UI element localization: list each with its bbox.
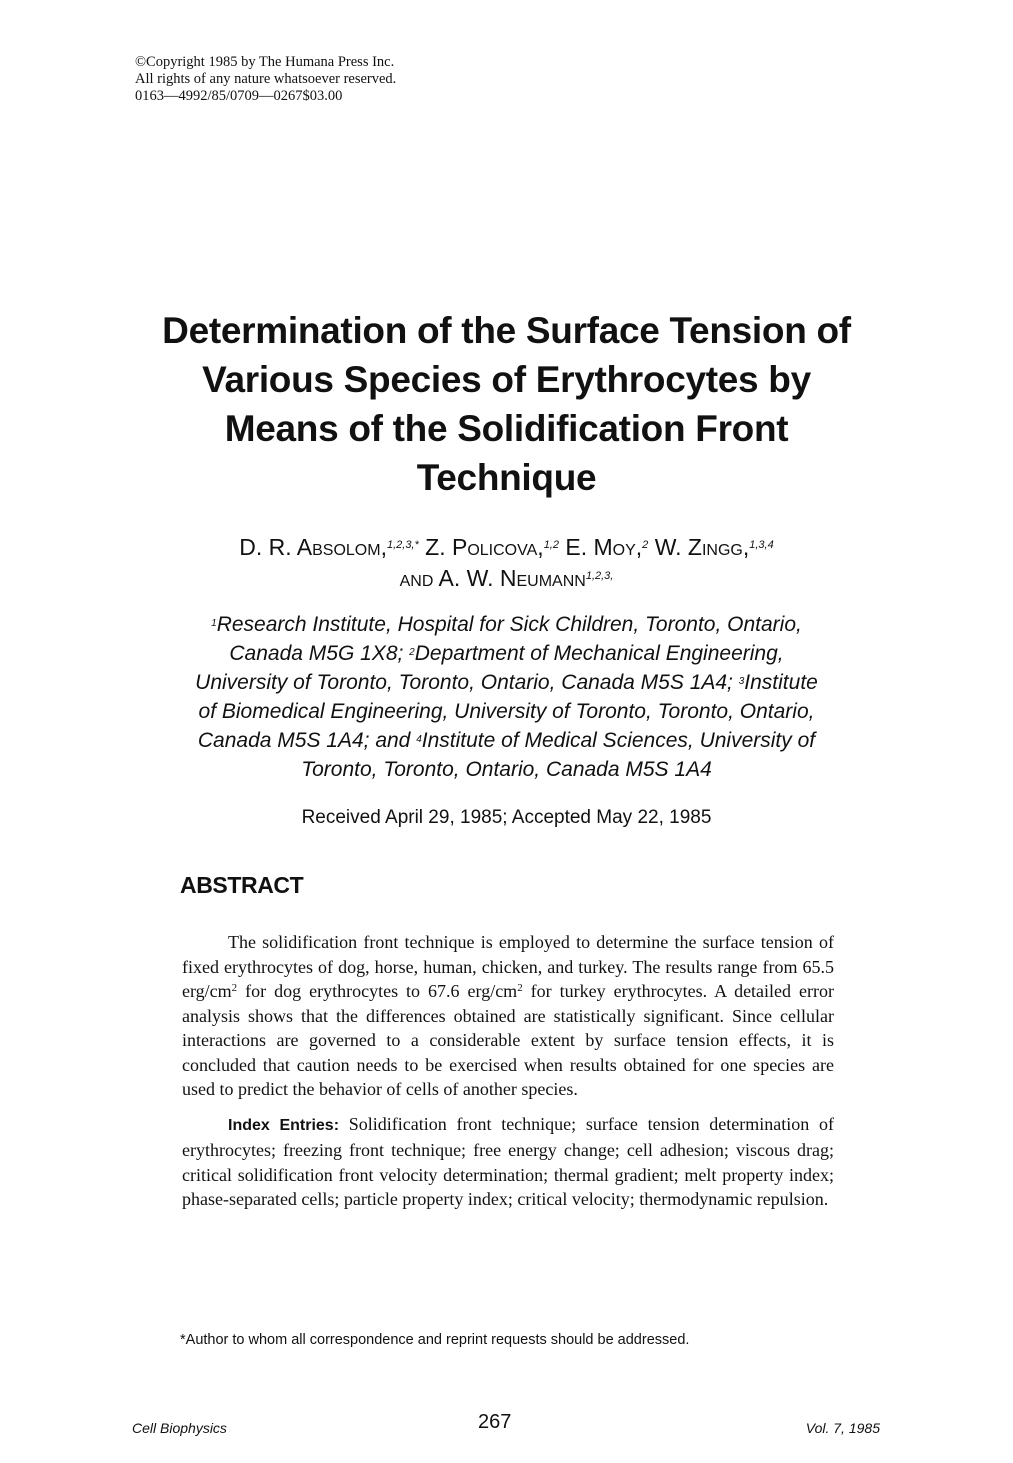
- author-name: W. Zingg,: [654, 534, 750, 560]
- affiliation-line: [60, 610, 953, 639]
- author-affiliation-marks: 2: [642, 539, 649, 551]
- correspondence-footnote: *Author to whom all correspondence and reprint requests should be addressed.: [180, 1332, 690, 1348]
- superscript: 2: [517, 982, 523, 994]
- index-entries-text: Solidification front technique; surface tension determination of erythrocytes; freezing front technique; free energy change; cell adhesion; viscous drag; critical solidification front velocity determination; thermal gradient; melt property index; phase-separated cells; particle property index; critical velocity; thermodynamic repulsion.: [182, 1113, 834, 1209]
- title-line: Means of the Solidification Front: [224, 408, 789, 449]
- journal-name: Cell Biophysics: [132, 1420, 227, 1436]
- page-number: 267: [478, 1411, 512, 1433]
- title-line: Various Species of Erythrocytes by: [202, 359, 811, 400]
- abstract-text: for turkey erythrocytes. A detailed error analysis shows that the differences obtained are statistically significant. Since cellular interactions are governed to a considerable extent by surface tension effects, it is concluded that caution needs to be exercised when results obtained for one species are used to predict the behavior of cells of another species.: [182, 981, 835, 1099]
- author-name: D. R. Absolom,: [239, 534, 387, 560]
- affiliation-line: [60, 668, 953, 697]
- affiliation-mark: 1: [211, 618, 217, 629]
- abstract-heading: ABSTRACT: [180, 872, 304, 898]
- author-line: [60, 563, 953, 594]
- affiliation-line: [60, 697, 953, 726]
- affiliation-text: Canada M5G 1X8;: [229, 642, 410, 665]
- affiliation-text: of Biomedical Engineering, University of Toronto, Toronto, Ontario,: [198, 700, 815, 723]
- affiliation-text: Canada M5S 1A4; and: [197, 729, 417, 752]
- author-affiliation-marks: 1,2,3,*: [386, 539, 419, 551]
- affiliations: [60, 610, 953, 784]
- affiliation-mark: 4: [416, 734, 422, 745]
- affiliation-line: [60, 755, 953, 784]
- affiliation-line: [60, 726, 953, 755]
- volume-info: Vol. 7, 1985: [805, 1420, 880, 1436]
- issn-line: 0163—4992/85/0709—0267$03.00: [135, 88, 343, 104]
- author-name: E. Moy,: [565, 534, 643, 560]
- paper-title: [80, 306, 933, 502]
- title-line: Determination of the Surface Tension of: [162, 310, 851, 351]
- author-affiliation-marks: 1,2: [543, 539, 559, 551]
- affiliation-mark: 2: [409, 647, 415, 658]
- affiliation-text: Institute: [744, 671, 818, 694]
- rights-line: All rights of any nature whatsoever reserved.: [135, 71, 397, 87]
- affiliation-text: Institute of Medical Sciences, University of: [421, 729, 816, 752]
- abstract-paragraph: [182, 930, 834, 1102]
- abstract-body: [182, 930, 834, 1212]
- superscript: 2: [231, 982, 238, 994]
- affiliation-line: [60, 639, 953, 668]
- author-line: [60, 532, 953, 563]
- author-name: Z. Policova,: [425, 534, 544, 560]
- author-affiliation-marks: 1,2,3,: [585, 570, 614, 582]
- author-affiliation-marks: 1,3,4: [749, 539, 774, 551]
- title-line: Technique: [416, 457, 597, 498]
- affiliation-text: Research Institute, Hospital for Sick Children, Toronto, Ontario,: [216, 613, 802, 636]
- author-name: and A. W. Neumann: [399, 565, 586, 591]
- affiliation-text: University of Toronto, Toronto, Ontario, Canada M5S 1A4;: [195, 671, 739, 694]
- received-dates: Received April 29, 1985; Accepted May 22, 1985: [301, 807, 712, 828]
- copyright-line: ©Copyright 1985 by The Humana Press Inc.: [135, 54, 395, 70]
- index-entries-label: Index Entries:: [228, 1116, 340, 1134]
- abstract-text: for dog erythrocytes to 67.6 erg/cm: [237, 981, 518, 1001]
- abstract-text: The solidification front technique is employed to determine the surface tension of fixed erythrocytes of dog, horse, human, chicken, and turkey. The results range from 65.5 erg/cm: [182, 932, 834, 1001]
- affiliation-mark: 3: [738, 676, 745, 687]
- affiliation-text: Department of Mechanical Engineering,: [414, 642, 784, 665]
- copyright-notice: [135, 54, 396, 105]
- index-entries: [182, 1112, 834, 1212]
- affiliation-text: Toronto, Toronto, Ontario, Canada M5S 1A4: [301, 758, 712, 781]
- author-list: [60, 532, 953, 594]
